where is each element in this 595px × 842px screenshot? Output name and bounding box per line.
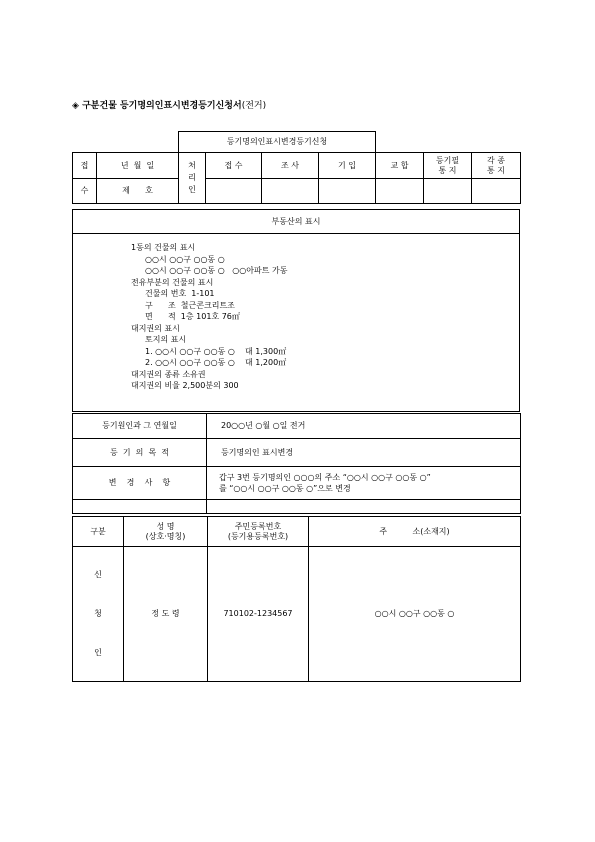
applicant-header-gubun: 구분 xyxy=(73,517,124,547)
reception-col-0: 접 수 xyxy=(206,153,262,179)
property-line: 구 조 철근콘크리트조 xyxy=(145,300,235,310)
reception-date-label: 년 월 일 xyxy=(97,153,179,179)
detail-blank-cell xyxy=(207,500,521,514)
property-line: 대지권의 표시 xyxy=(131,323,180,333)
property-line: 2. ○○시 ○○구 ○○동 ○ 대 1,200㎡ xyxy=(145,358,287,367)
reception-col-4: 등기필 통 지 xyxy=(424,153,472,179)
reception-col-1: 조 사 xyxy=(262,153,319,179)
reception-col-5: 각 종 통 지 xyxy=(472,153,521,179)
title-suffix: (전거) xyxy=(241,101,267,111)
property-line: 1. ○○시 ○○구 ○○동 ○ 대 1,300㎡ xyxy=(145,346,287,356)
applicant-header-name: 성 명 (상호·명칭) xyxy=(124,517,208,547)
applicant-role-char: 신 xyxy=(94,570,102,579)
reception-su: 수 xyxy=(73,179,97,204)
property-line: ○○시 ○○구 ○○동 ○ ○○아파트 가동 xyxy=(145,266,288,275)
title-main: 구분건물 등기명의인표시변경등기신청서 xyxy=(82,101,242,111)
property-line: 건물의 번호 1-101 xyxy=(145,289,215,298)
details-table xyxy=(72,413,521,514)
detail-value-purpose: 등기명의인 표시변경 xyxy=(207,439,521,467)
reception-cheori: 처 리 인 xyxy=(179,153,206,204)
reception-cell-blank xyxy=(319,179,376,204)
property-line: 전유부분의 건물의 표시 xyxy=(131,277,214,287)
applicant-name: 정 도 령 xyxy=(124,547,208,682)
reception-header: 등기명의인표시변경등기신청 xyxy=(179,132,376,153)
applicant-header-address: 주 소(소재지) xyxy=(309,517,521,547)
property-line: 1동의 건물의 표시 xyxy=(131,243,196,252)
detail-label-purpose: 등 기 의 목 적 xyxy=(73,439,207,467)
reception-header-table xyxy=(178,131,376,153)
reception-table xyxy=(72,152,521,204)
detail-label-change: 변 경 사 항 xyxy=(73,467,207,500)
property-line: 토지의 표시 xyxy=(145,335,187,344)
applicant-header-id: 주민등록번호 (등기용등록번호) xyxy=(208,517,309,547)
reception-cell-blank xyxy=(376,179,424,204)
document-title xyxy=(72,98,266,111)
property-line: ○○시 ○○구 ○○동 ○ xyxy=(145,254,225,264)
reception-cell-blank xyxy=(424,179,472,204)
property-line: 면 적 1층 101호 76㎡ xyxy=(145,312,240,321)
property-line: 대지권의 종류 소유권 xyxy=(131,369,206,379)
reception-col-2: 기 입 xyxy=(319,153,376,179)
reception-col-3: 교 합 xyxy=(376,153,424,179)
property-lines xyxy=(73,234,520,412)
reception-cell-blank xyxy=(206,179,262,204)
applicant-role-char: 청 xyxy=(94,609,102,618)
reception-cell-blank xyxy=(262,179,319,204)
property-header: 부동산의 표시 xyxy=(73,210,520,234)
applicant-role-char: 인 xyxy=(94,648,102,657)
applicant-address: ○○시 ○○구 ○○동 ○ xyxy=(309,547,521,682)
reception-no-label: 제 호 xyxy=(97,179,179,204)
applicant-id-number: 710102-1234567 xyxy=(208,547,309,682)
property-table xyxy=(72,209,520,412)
diamond-marker: ◈ xyxy=(72,101,79,111)
detail-label-cause: 등기원인과 그 연월일 xyxy=(73,414,207,439)
detail-value-cause: 20○○년 ○월 ○일 전거 xyxy=(207,414,521,439)
detail-blank-cell xyxy=(73,500,207,514)
reception-jeop: 접 xyxy=(73,153,97,179)
applicant-role xyxy=(73,547,124,682)
detail-value-change: 갑구 3번 등기명의인 ○○○의 주소 “○○시 ○○구 ○○동 ○” 를 “○○시 ○○구 ○○동 ○”으로 변경 xyxy=(207,467,521,500)
applicant-table xyxy=(72,516,521,682)
property-line: 대지권의 비율 2,500분의 300 xyxy=(131,381,239,390)
reception-cell-blank xyxy=(472,179,521,204)
